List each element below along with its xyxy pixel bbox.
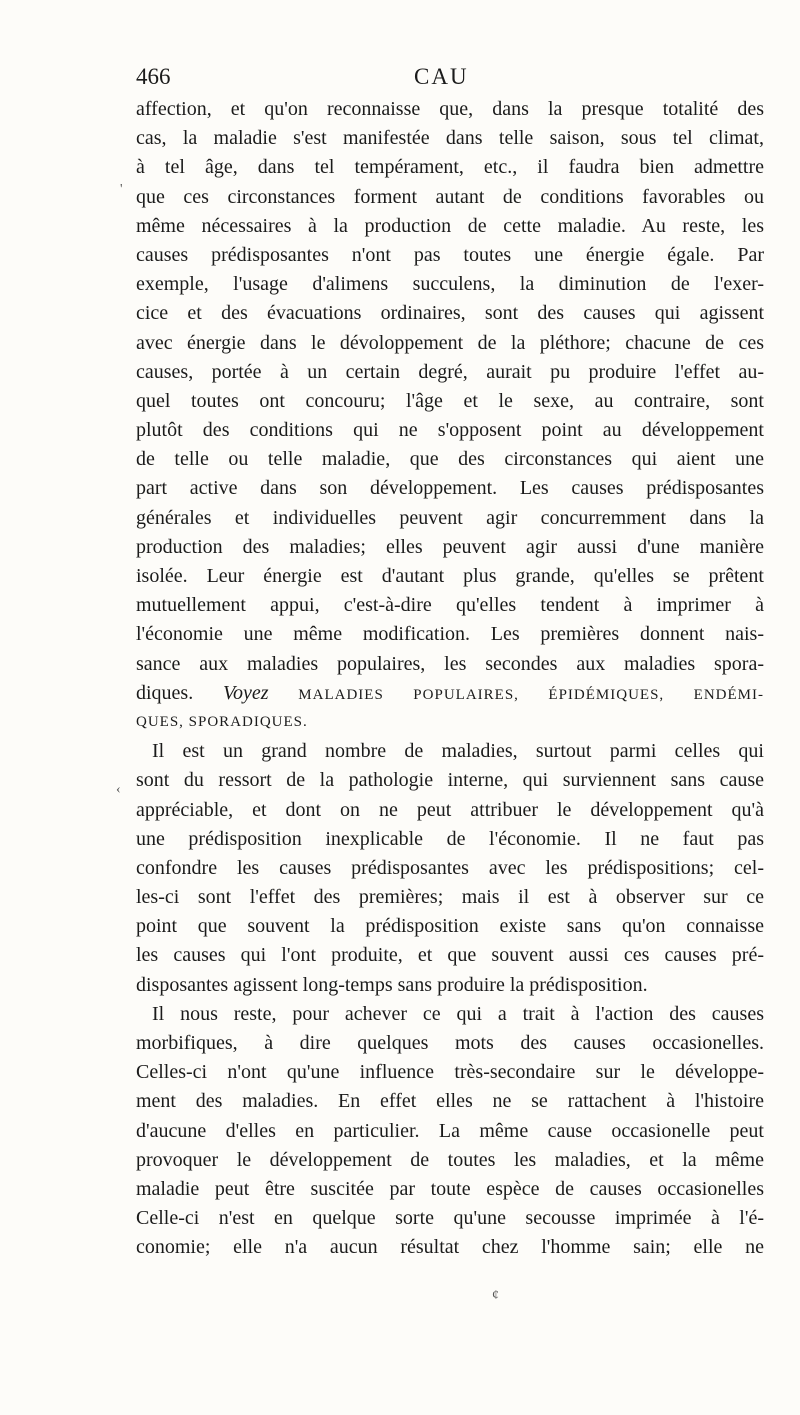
text-line: une prédisposition inexplicable de l'économie. Il ne faut pas [136,827,764,850]
page-header [136,58,764,98]
text-line: que ces circonstances forment autant de conditions favorables ou [136,185,764,208]
paragraph-end-line: disposantes agissent long-temps sans produire la prédisposition. [136,973,648,996]
text-line: maladie peut être suscitée par toute espèce de causes occasionelles [136,1177,764,1200]
text-line: appréciable, et dont on ne peut attribuer le développement qu'à [136,798,764,821]
text-line: les causes qui l'ont produite, et que souvent aussi ces causes pré- [136,944,764,967]
see-also-voyez: Voyez [222,681,269,704]
margin-tick: ‹ [116,782,121,797]
text-line: Celles-ci n'ont qu'une influence très-secondaire sur le développe- [136,1061,764,1084]
running-head: CAU [414,64,469,89]
text-line: production des maladies; elles peuvent agir aussi d'une manière [136,535,764,558]
text-line: plutôt des conditions qui ne s'opposent point au développement [136,419,764,442]
text-line: cas, la maladie s'est manifestée dans telle saison, sous tel climat, [136,127,764,150]
text-line: l'économie une même modification. Les premières donnent nais- [136,623,764,646]
text-line: provoquer le développement de toutes les maladies, et la même [136,1148,764,1171]
margin-tick: ¢ [492,1288,499,1303]
text-line: avec énergie dans le dévoloppement de la pléthore; chacune de ces [136,331,764,354]
text-line: sance aux maladies populaires, les secondes aux maladies spora- [136,652,764,675]
paragraph-start-line: Il est un grand nombre de maladies, surtout parmi celles qui [152,740,764,763]
margin-tick: ' [120,182,123,197]
text-line: affection, et qu'on reconnaisse que, dans la presque totalité des [136,98,764,120]
paragraph-start-line: Il nous reste, pour achever ce qui a trait à l'action des causes [152,1002,764,1025]
text-line: confondre les causes prédisposantes avec les prédispositions; cel- [136,856,764,879]
page-number: 466 [136,64,171,89]
text-line: causes prédisposantes n'ont pas toutes une énergie égale. Par [136,243,764,266]
text-line: mutuellement appui, c'est-à-dire qu'elles tendent à imprimer à [136,594,764,617]
see-also-line [136,679,764,708]
text-line: sont du ressort de la pathologie interne, qui surviennent sans cause [136,769,764,792]
text-line: conomie; elle n'a aucun résultat chez l'homme sain; elle ne [136,1236,764,1259]
text-line: d'aucune d'elles en particulier. La même cause occasionelle peut [136,1119,764,1142]
text-line: les-ci sont l'effet des premières; mais il est à observer sur ce [136,886,764,909]
text-line: de telle ou telle maladie, que des circonstances qui aient une [136,448,764,471]
text-line: part active dans son développement. Les causes prédisposantes [136,477,764,500]
see-also-lead: diques. [136,681,194,704]
body-text [136,95,764,1263]
text-line: générales et individuelles peuvent agir concurremment dans la [136,506,764,529]
text-line: isolée. Leur énergie est d'autant plus grande, qu'elles se prêtent [136,565,764,587]
text-line: à tel âge, dans tel tempérament, etc., il faudra bien admettre [136,156,764,179]
text-line: quel toutes ont concouru; l'âge et le sexe, au contraire, sont [136,389,764,412]
text-line: causes, portée à un certain degré, aurait pu produire l'effet au- [136,360,764,383]
text-line: même nécessaires à la production de cette maladie. Au reste, les [136,214,764,237]
text-line: exemple, l'usage d'alimens succulens, la diminution de l'exer- [136,273,764,296]
see-also-continuation: QUES, SPORADIQUES. [136,713,308,730]
book-page [136,58,764,1259]
text-line: morbifiques, à dire quelques mots des causes occasionelles. [136,1032,764,1054]
text-line: point que souvent la prédisposition existe sans qu'on connaisse [136,915,764,938]
see-also-refs: MALADIES POPULAIRES, ÉPIDÉMIQUES, ENDÉMI- [298,686,764,703]
text-line: Celle-ci n'est en quelque sorte qu'une secousse imprimée à l'é- [136,1207,764,1230]
text-line: cice et des évacuations ordinaires, sont des causes qui agissent [136,302,764,325]
text-line: ment des maladies. En effet elles ne se rattachent à l'histoire [136,1090,764,1113]
